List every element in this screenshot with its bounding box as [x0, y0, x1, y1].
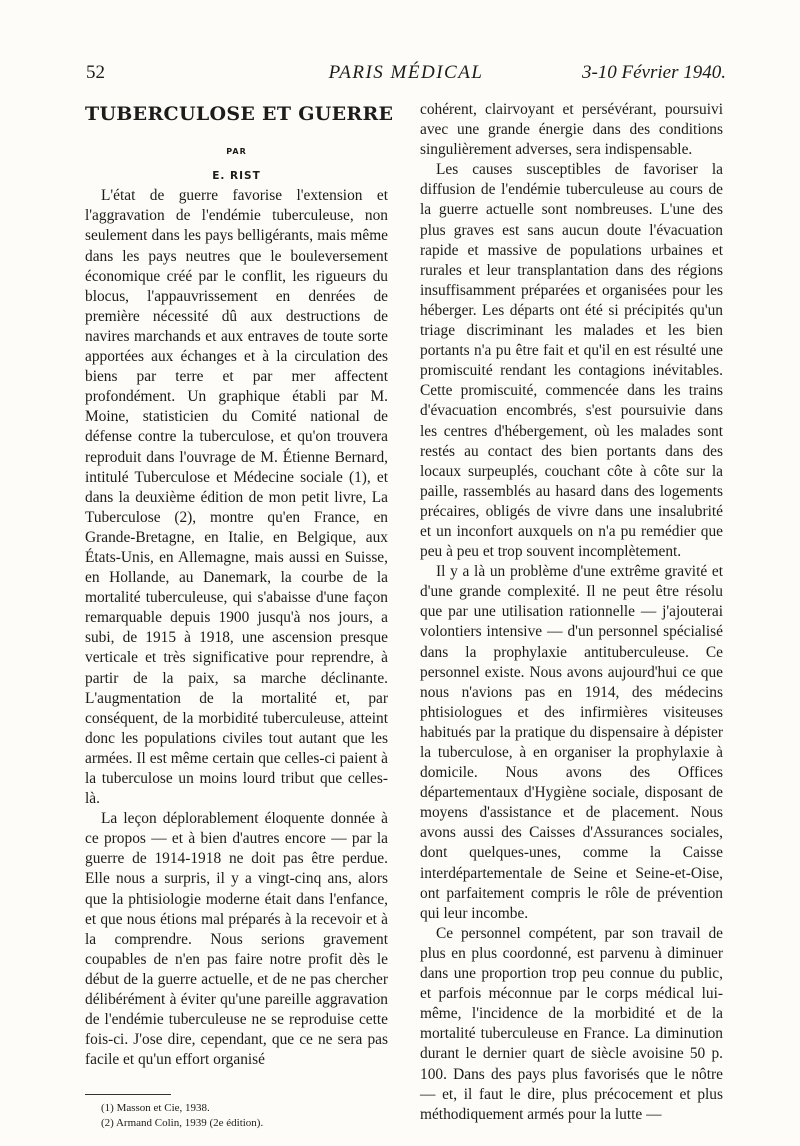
article-author: E. RIST: [212, 170, 261, 183]
paragraph: L'état de guerre favorise l'extension et l'aggravation de l'endémie tuberculeuse, non seulement dans les pays belligérants, mais même dans les pays neutres que le bouleversement économique créé par le conflit, les rigueurs du blocus, l'appauvrissement en denrées de première nécessité dû aux destructions de navires marchands et aux entraves de toute sorte apportées aux échanges et à la circulation des biens par terre et par mer affectent profondément. Un graphique établi par M. Moine, statisticien du Comité national de défense contre la tuberculose, et qu'on trouvera reproduit dans l'ouvrage de M. Étienne Bernard, intitulé Tuberculose et Médecine sociale (1), et dans la deuxième édition de mon petit livre, La Tuberculose (2), montre qu'en France, en Grande-Bretagne, en Italie, en Belgique, aux États-Unis, en Allemagne, mais aussi en Suisse, en Hollande, au Danemark, la courbe de la mortalité tuberculeuse, qui s'abaisse d'une façon remarquable depuis 1900 jusqu'à nos jours, a subi, de 1915 à 1918, une ascension presque verticale et très significative pour reprendre, à partir de la paix, sa marche déclinante. L'augmentation de la mortalité et, par conséquent, de la morbidité tuberculeuse, atteint donc les populations civiles tout autant que les armées. Il est même certain que celles-ci paient à la tuberculose un moins lourd tribut que celles-là.: [85, 187, 388, 808]
paragraph: Il y a là un problème d'une extrême gravité et d'une grande complexité. Il ne peut être résolu que par une utilisation rationnelle — j'ajouterai volontiers intensive — d'un personnel spécialisé dans la prophylaxie antituberculeuse. Ce personnel existe. Nous avons aujourd'hui ce que nous n'avions pas en 1914, des médecins phtisiologues et des infirmières visiteuses habitués par la pratique du dispensaire à dépister la tuberculose, à en organiser la prophylaxie à domicile. Nous avons des Offices départementaux d'Hygiène sociale, disposant de moyens d'assistance et de placement. Nous avons aussi des Caisses d'Assurances sociales, dont quelques-unes, comme la Caisse interdépartementale de Seine et Seine-et-Oise, ont parfaitement compris le rôle de prévention qui leur incombe.: [420, 563, 723, 922]
left-column: [85, 100, 394, 1131]
footnote-rule: [85, 1094, 171, 1095]
byline-par: PAR: [226, 147, 247, 157]
journal-title: PARIS MÉDICAL: [328, 62, 484, 83]
article-title: TUBERCULOSE ET GUERRE: [85, 103, 394, 125]
page-number: 52: [86, 62, 105, 83]
paragraph: cohérent, clairvoyant et persévérant, poursuivi avec une grande énergie dans des conditions singulièrement adverses, sera indispensable.: [420, 101, 723, 159]
issue-date: 3-10 Février 1940.: [581, 62, 726, 83]
page-header: [86, 62, 726, 92]
paragraph: Les causes susceptibles de favoriser la diffusion de l'endémie tuberculeuse au cours de la guerre actuelle sont nombreuses. L'une des plus graves est sans aucun doute l'évacuation rapide et massive de populations urbaines et rurales et leur transplantation dans des régions insuffisamment préparées et organisées pour les héberger. Les départs ont été si précipités qu'un triage discriminant les malades et les bien portants n'a pu être fait et qu'il en est résulté une promiscuité rendant les contagions inévitables. Cette promiscuité, commencée dans les trains d'évacuation encombrés, s'est poursuivie dans les centres d'hébergement, où les malades sont restés au contact des bien portants dans des locaux surpeuplés, couchant côte à côte sur la paille, rassemblés au hasard dans des logements précaires, obligés de vivre dans une insalubrité et un inconfort auxquels on n'a pu remédier que peu à peu et trop souvent incomplètement.: [420, 161, 723, 561]
footnote: (2) Armand Colin, 1939 (2e édition).: [101, 1117, 264, 1130]
right-column: [420, 100, 723, 1125]
footnote: (1) Masson et Cie, 1938.: [101, 1102, 210, 1115]
paragraph: Ce personnel compétent, par son travail de plus en plus coordonné, est parvenu à diminuer dans une proportion trop peu connue du public, et parfois méconnue par le corps médical lui-même, l'incidence de la morbidité et de la mortalité tuberculeuse en France. La diminution durant le dernier quart de siècle avoisine 50 p. 100. Dans des pays plus favorisés que le nôtre — et, il faut le dire, plus précocement et plus méthodiquement armés pour la lutte —: [420, 924, 723, 1123]
paragraph: La leçon déplorablement éloquente donnée à ce propos — et à bien d'autres encore — par la guerre de 1914-1918 ne doit pas être perdue. Elle nous a surpris, il y a vingt-cinq ans, alors que la phtisiologie moderne était dans l'enfance, et que nous étions mal préparés à la recevoir et à la comprendre. Nous serions gravement coupables de n'en pas faire notre profit dès le début de la guerre actuelle, et de ne pas chercher délibérément à éviter qu'une pareille aggravation de l'endémie tuberculeuse ne se reproduise cette fois-ci. J'ose dire, cependant, que ce ne sera pas facile et qu'un effort organisé: [85, 810, 388, 1069]
